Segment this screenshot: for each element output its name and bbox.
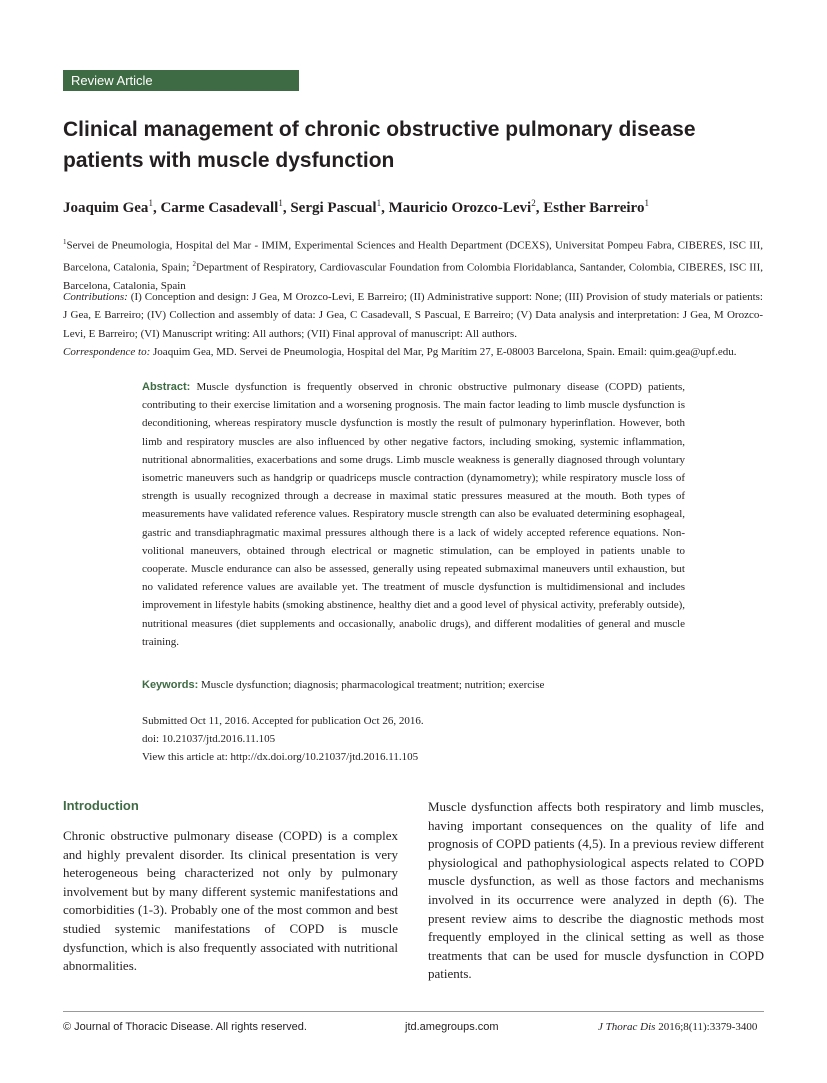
article-title: Clinical management of chronic obstructive pulmonary disease patients with muscle dysfunction (63, 118, 696, 172)
affiliation-mark: 1 (63, 238, 67, 246)
footer-copyright: © Journal of Thoracic Disease. All rights reserved. (63, 1021, 307, 1033)
correspondence (63, 343, 763, 361)
affiliations (63, 233, 763, 295)
body-column-right: Muscle dysfunction affects both respiratory and limb muscles, having important consequences on the quality of life and prognosis of COPD patients (4,5). In a previous review different physiological and pathophysiological aspects related to COPD muscle dysfunction, as well as those factors and mechanisms involved in its occurrence were analyzed in depth (6). The present review aims to describe the diagnostic methods most frequently employed in the clinical setting as well as those treatments that can be used for muscle dysfunction in COPD patients. (428, 799, 764, 982)
author-affiliation-mark: 1 (278, 198, 283, 208)
contributions-text: (I) Conception and design: J Gea, M Orozco-Levi, E Barreiro; (II) Administrative support: None; (III) Provision of study materials or patients: J Gea, E Barreiro; (IV) Collection and assembly of data: J Gea, C Casadevall, S Pascual, E Barreiro; (V) Data analysis and interpretation: J Gea, M Orozco-Levi, E Barreiro; (VI) Manuscript writing: All authors; (VII) Final approval of manuscript: All authors. (63, 291, 763, 340)
author-name: Joaquim Gea (63, 200, 149, 216)
keywords (142, 676, 685, 694)
abstract-label: Abstract: (142, 381, 191, 393)
section-heading-introduction: Introduction (63, 798, 139, 813)
affiliation-text: Servei de Pneumologia, Hospital del Mar - IMIM, Experimental Sciences and Health Department (DCEXS), Universitat Pompeu Fabra, CIBERES, ISC III, Barcelona, Catalonia, Spain; (63, 239, 763, 274)
correspondence-text: Joaquim Gea, MD. Servei de Pneumologia, Hospital del Mar, Pg Marítim 27, E-08003 Barcelona, Spain. Email: quim.gea@upf.edu. (150, 346, 737, 358)
author-name: Esther Barreiro (543, 200, 645, 216)
affiliation-mark: 2 (192, 259, 196, 268)
contributions (63, 288, 763, 343)
author-affiliation-mark: 2 (531, 198, 536, 208)
footer-website[interactable]: jtd.amegroups.com (405, 1021, 499, 1033)
article-type-badge: Review Article (63, 70, 299, 91)
footer-journal: J Thorac Dis (598, 1021, 656, 1033)
footer-volume: 2016;8(11):3379-3400 (655, 1021, 758, 1033)
contributions-label: Contributions: (63, 291, 128, 303)
correspondence-label: Correspondence to: (63, 346, 151, 358)
abstract-text: Muscle dysfunction is frequently observed in chronic obstructive pulmonary disease (COPD) patients, contributing to their exercise limitation and a worsening prognosis. The main factor leading to limb muscle dysfunction is deconditioning, whereas respiratory muscle dysfunction is mostly the result of pulmonary hyperinflation. However, both limb and respiratory muscles are also influenced by other negative factors, including smoking, systemic inflammation, nutritional abnormalities, exacerbations and some drugs. Limb muscle weakness is generally diagnosed through voluntary isometric maneuvers such as handgrip or quadriceps muscle contraction (dynamometry); while respiratory muscle loss of strength is usually recognized through a decrease in maximal static pressures measured at the mouth. Both types of measurements have validated reference values. Respiratory muscle strength can also be evaluated determining esophageal, gastric and transdiaphragmatic maximal pressures although there is a lack of widely accepted reference equations. Non-volitional maneuvers, obtained through electrical or magnetic stimulation, can be employed in patients unable to cooperate. Muscle endurance can also be assessed, generally using repeated submaximal maneuvers until exhaustion, but no validated reference values are available yet. The treatment of muscle dysfunction is multidimensional and includes improvement in lifestyle habits (smoking abstinence, healthy diet and a good level of physical activity, preferably outside), nutritional measures (diet supplements and occasionally, anabolic drugs), and different modalities of general and muscle training. (142, 381, 685, 648)
abstract (142, 378, 685, 651)
submission-info (142, 712, 685, 767)
keywords-label: Keywords: (142, 679, 199, 691)
footer-divider (63, 1011, 764, 1012)
author-list: Joaquim Gea$^1$, Carme Casadevall$^1$, Sergi Pascual$^1$, Mauricio Orozco-Levi$^2$, Esther Barreiro$^1$ (63, 198, 649, 216)
submission-dates: Submitted Oct 11, 2016. Accepted for publication Oct 26, 2016. (142, 715, 424, 727)
article-link[interactable]: View this article at: http://dx.doi.org/10.21037/jtd.2016.11.105 (142, 751, 419, 764)
body-column-left: Chronic obstructive pulmonary disease (COPD) is a complex and highly prevalent disorder. Its clinical presentation is very heterogeneous being characterized not only by pulmonary involvement but by many different systemic manifestations and comorbidities (1-3). Probably one of the most common and best studied systemic manifestations of COPD is muscle dysfunction, which is also frequently associated with nutritional abnormalities. (63, 828, 398, 974)
doi: doi: 10.21037/jtd.2016.11.105 (142, 733, 276, 746)
affiliation-text: Department of Respiratory, Cardiovascular Foundation from Colombia Floridablanca, Santander, Colombia, CIBERES, ISC III, Barcelona, Catalonia, Spain (63, 261, 763, 292)
author-affiliation-mark: 1 (376, 198, 382, 208)
author-affiliation-mark: 1 (148, 198, 153, 208)
author-name: Sergi Pascual (290, 200, 377, 216)
author-name: Carme Casadevall (160, 200, 279, 216)
author-affiliation-mark: 1 (644, 198, 649, 208)
footer-citation (598, 1021, 757, 1033)
keywords-text: Muscle dysfunction; diagnosis; pharmacological treatment; nutrition; exercise (198, 679, 545, 691)
author-name: Mauricio Orozco-Levi (388, 200, 532, 216)
